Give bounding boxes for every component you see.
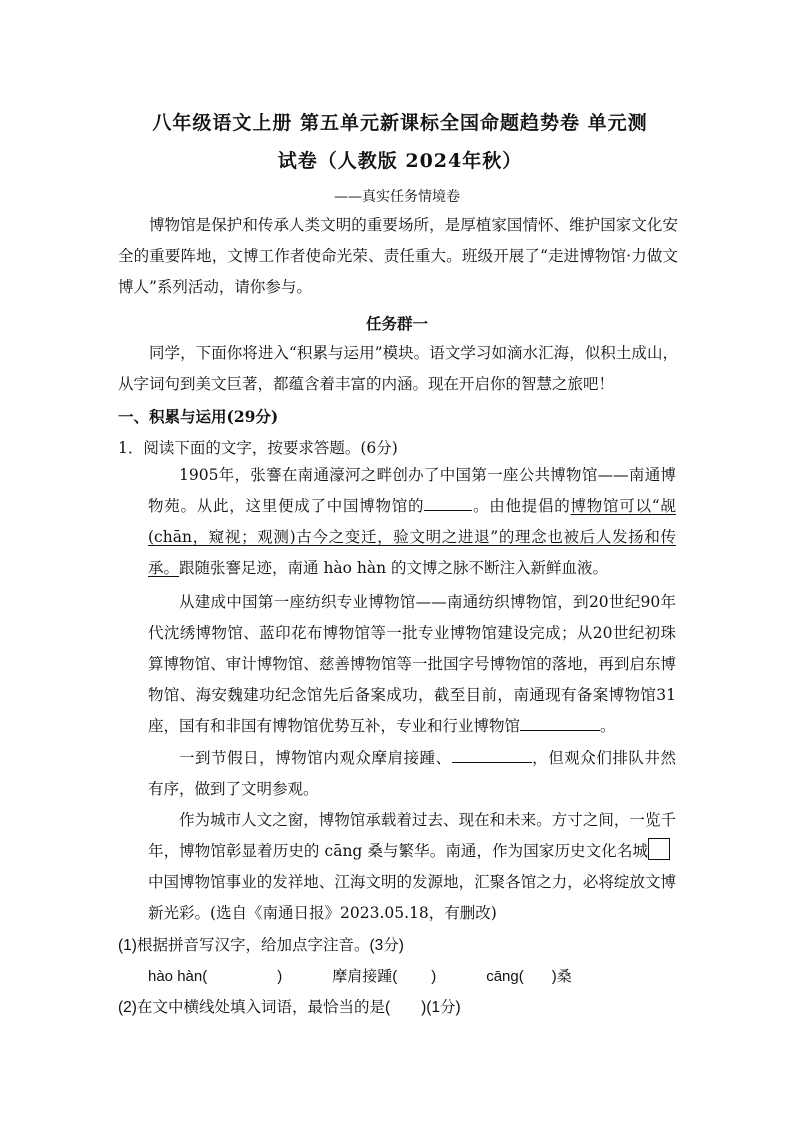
- section-heading: 一、积累与运用(29分): [118, 407, 279, 426]
- intro-paragraph: 博物馆是保护和传承人类文明的重要场所，是厚植家国情怀、维护国家文化安全的重要阵地，文博工作者使命光荣、责任重大。班级开展了“走进博物馆·力做文博人”系列活动，请你参与。: [118, 216, 678, 296]
- answer-blank[interactable]: [452, 746, 532, 763]
- task-group-intro: 同学，下面你将进入“积累与运用”模块。语文学习如滴水汇海，似积土成山，从字词句到美文巨著，都蕴含着丰富的内涵。现在开启你的智慧之旅吧！: [118, 344, 678, 393]
- answer-blank[interactable]: [424, 494, 472, 511]
- document-title-line-2: 试卷（人教版 2024年秋）: [277, 150, 523, 172]
- passage-text: 。: [600, 717, 616, 735]
- pinyin-item-3-close: )桑: [551, 968, 572, 985]
- answer-box[interactable]: [648, 838, 670, 860]
- sub-question-2: (2)在文中横线处填入词语，最恰当的是( )(1分): [118, 999, 461, 1016]
- passage-text: 一到节假日，博物馆内观众摩肩接踵、: [179, 749, 452, 767]
- task-group-title: 任务群一: [365, 314, 428, 333]
- passage-text: 作为城市人文之窗，博物馆承载着过去、现在和未来。方寸之间，一览千年，博物馆彰显着历史的 cāng 桑与繁华。南通，作为国家历史文化名城: [148, 811, 676, 860]
- passage-text: 跟随张謇足迹，南通 hào hàn 的文博之脉不断注入新鲜血液。: [179, 559, 609, 577]
- pinyin-item-1-close: ): [277, 968, 283, 985]
- sub-question-1-items: [148, 965, 572, 986]
- passage-paragraph-1: [148, 460, 676, 584]
- answer-blank[interactable]: [520, 714, 600, 731]
- passage-paragraph-3: [148, 743, 676, 805]
- document-subtitle: ——真实任务情境卷: [334, 189, 460, 205]
- word-item-2: 摩肩接踵(: [332, 968, 398, 985]
- document-title-line-1: 八年级语文上册 第五单元新课标全国命题趋势卷 单元测: [152, 112, 648, 134]
- passage-text: ，但观众们排队井然有序，做到了文明参观。: [148, 749, 676, 798]
- pinyin-item-1: hào hàn(: [148, 968, 208, 985]
- passage-text: 。由他提倡的: [472, 497, 571, 515]
- passage-text: 中国博物馆事业的发祥地、江海文明的发源地，汇聚各馆之力，必将绽放文博新光彩。(选自《南通日报》2023.05.18，有删改): [148, 873, 676, 922]
- underlined-sentence: 博物馆可以“觇(chān，窥视；观测)古今之变迁，验文明之进退”的理念也被后人发扬和传承。: [148, 497, 676, 577]
- passage-paragraph-2: [148, 587, 676, 742]
- passage-paragraph-4: [148, 805, 676, 929]
- passage-text: 从建成中国第一座纺织专业博物馆——南通纺织博物馆，到20世纪90年代沈绣博物馆、蓝印花布博物馆等一批专业博物馆建设完成；从20世纪初珠算博物馆、审计博物馆、慈善博物馆等一批国字号博物馆的落地，再到启东博物馆、海安魏建功纪念馆先后备案成功，截至目前，南通现有备案博物馆31座，国有和非国有博物馆优势互补，专业和行业博物馆: [148, 593, 676, 735]
- question-1-prompt: 1．阅读下面的文字，按要求答题。(6分): [118, 439, 398, 457]
- pinyin-item-3: cāng(: [486, 968, 524, 985]
- passage-text: 1905年，张謇在南通濠河之畔创办了中国第一座公共博物馆——南通博物苑。从此，这里便成了中国博物馆的: [148, 466, 676, 515]
- sub-question-1: (1)根据拼音写汉字，给加点字注音。(3分): [118, 937, 404, 954]
- word-item-2-close: ): [431, 968, 437, 985]
